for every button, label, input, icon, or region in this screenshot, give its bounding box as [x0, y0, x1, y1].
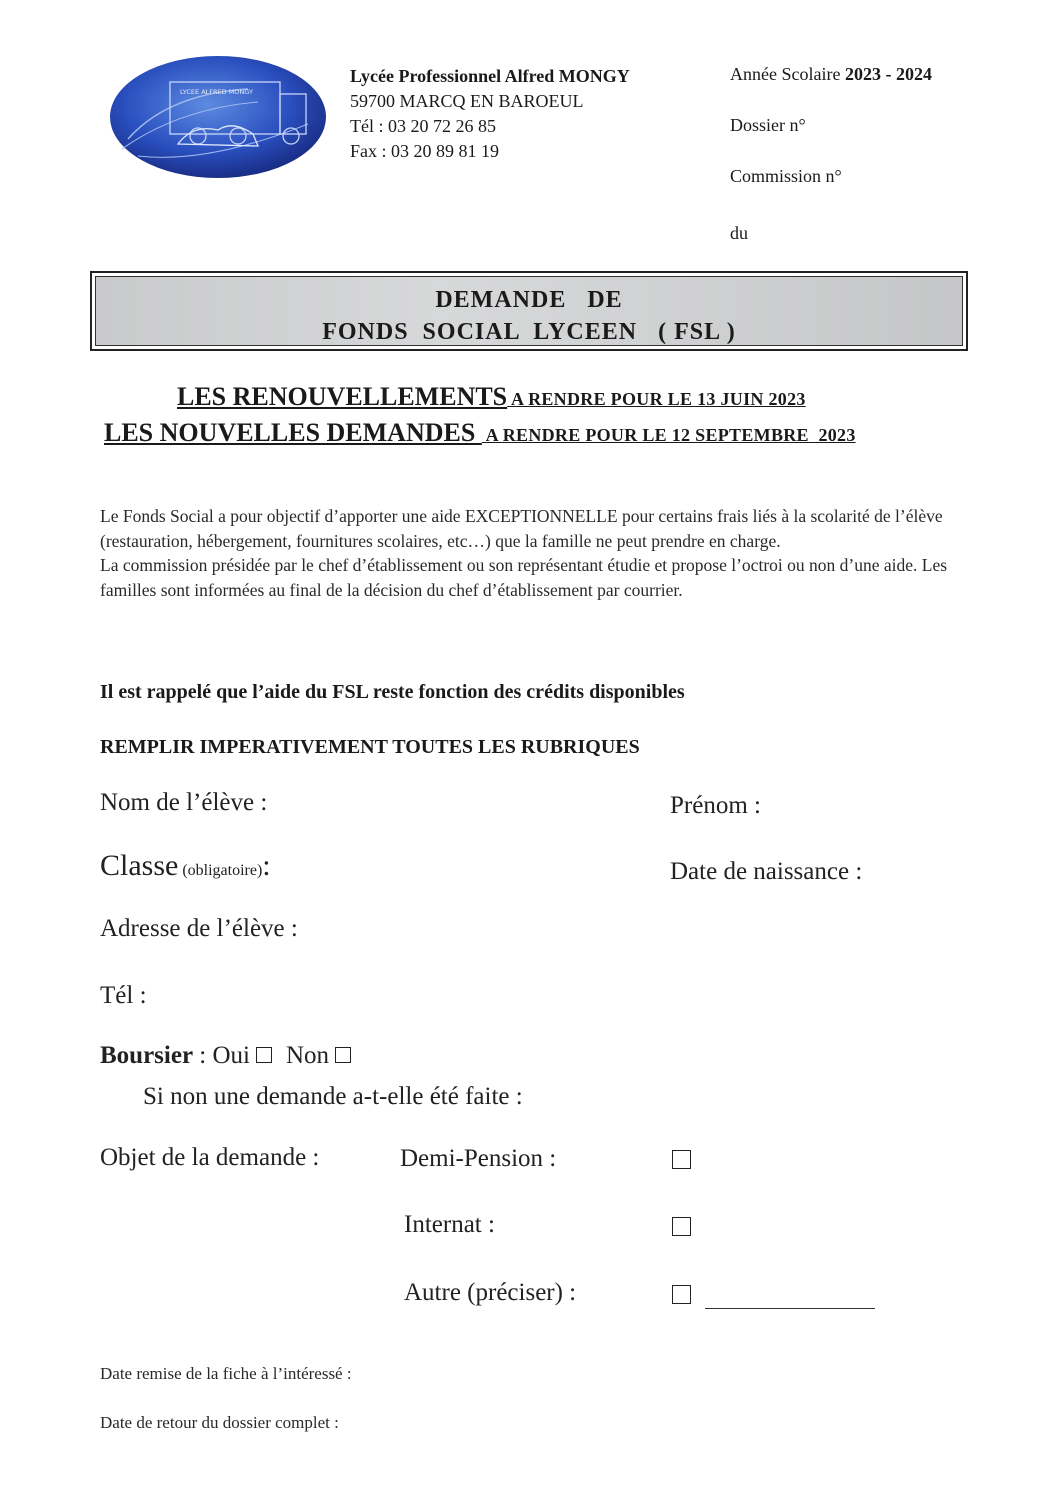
phone-field: Tél : [100, 982, 147, 1009]
title-line-2: FONDS SOCIAL LYCEEN ( FSL ) [322, 319, 736, 345]
scholarship-separator: : [193, 1042, 213, 1069]
file-return-date: Date de retour du dossier complet : [100, 1413, 339, 1432]
boarding-checkbox[interactable] [672, 1217, 691, 1236]
other-label: Autre (préciser) : [404, 1279, 577, 1306]
student-name-field: Nom de l’élève : [100, 789, 268, 816]
commission-number-label: Commission n° [730, 166, 842, 186]
student-address-field: Adresse de l’élève : [100, 915, 298, 942]
school-address: 59700 MARCQ EN BAROEUL [350, 91, 584, 111]
deadline-renewals-title: LES RENOUVELLEMENTS [177, 382, 508, 411]
deadline-new-date: A RENDRE POUR LE 12 SEPTEMBRE 2023 [481, 425, 856, 445]
first-name-field: Prénom : [670, 792, 761, 819]
school-year [730, 64, 932, 85]
svg-text:LYCEE ALFRED MONGY: LYCEE ALFRED MONGY [180, 88, 253, 96]
birth-date-field: Date de naissance : [670, 858, 863, 885]
school-info [350, 64, 630, 164]
commission-date-label: du [730, 223, 748, 243]
year-value: 2023 - 2024 [844, 64, 932, 84]
class-field [100, 849, 271, 883]
scholarship-question [100, 1042, 365, 1070]
scholarship-no-checkbox[interactable] [335, 1047, 351, 1063]
other-checkbox[interactable] [672, 1285, 691, 1304]
title-box [90, 271, 968, 351]
intro-text [100, 504, 960, 602]
yes-label: Oui [212, 1042, 250, 1069]
school-fax: Fax : 03 20 89 81 19 [350, 141, 500, 161]
school-phone: Tél : 03 20 72 26 85 [350, 116, 496, 136]
class-colon: : [262, 849, 271, 882]
boarding-label: Internat : [404, 1211, 495, 1238]
other-specify-line[interactable] [705, 1308, 875, 1309]
deadline-renewals [177, 382, 806, 412]
intro-paragraph-1: Le Fonds Social a pour objectif d’apporter une aide EXCEPTIONNELLE pour certains frais liés à la scolarité de l’élève (restauration, hébergement, fournitures scolaires, etc…) que la famille ne peut prendre en charge. [100, 506, 943, 551]
school-logo [108, 54, 328, 180]
school-name: Lycée Professionnel Alfred MONGY [350, 66, 630, 86]
intro-paragraph-2: La commission présidée par le chef d’établissement ou son représentant étudie et propose l’octroi ou non d’une aide. Les familles sont informées au final de la décision du chef d’établissement par courrier. [100, 555, 948, 600]
dossier-number-label: Dossier n° [730, 115, 806, 135]
credits-reminder: Il est rappelé que l’aide du FSL reste fonction des crédits disponibles [100, 681, 685, 703]
class-mandatory-note: (obligatoire) [178, 862, 263, 879]
class-label: Classe [100, 849, 179, 882]
no-label: Non [286, 1042, 330, 1069]
title-line-1: DEMANDE DE [435, 287, 623, 313]
deadline-new-requests [104, 418, 856, 448]
year-label: Année Scolaire [730, 64, 841, 84]
scholarship-yes-checkbox[interactable] [256, 1047, 272, 1063]
deadline-renewals-date: A RENDRE POUR LE 13 JUIN 2023 [507, 389, 806, 409]
fill-instruction: REMPLIR IMPERATIVEMENT TOUTES LES RUBRIQUES [100, 736, 640, 758]
scholarship-request-question: Si non une demande a-t-elle été faite : [143, 1083, 523, 1110]
deadline-new-title: LES NOUVELLES DEMANDES [104, 418, 482, 447]
form-handed-date: Date remise de la fiche à l’intéressé : [100, 1364, 352, 1383]
request-object-label: Objet de la demande : [100, 1144, 320, 1171]
half-board-label: Demi-Pension : [400, 1145, 557, 1172]
half-board-checkbox[interactable] [672, 1150, 691, 1169]
scholarship-label: Boursier [100, 1042, 194, 1069]
